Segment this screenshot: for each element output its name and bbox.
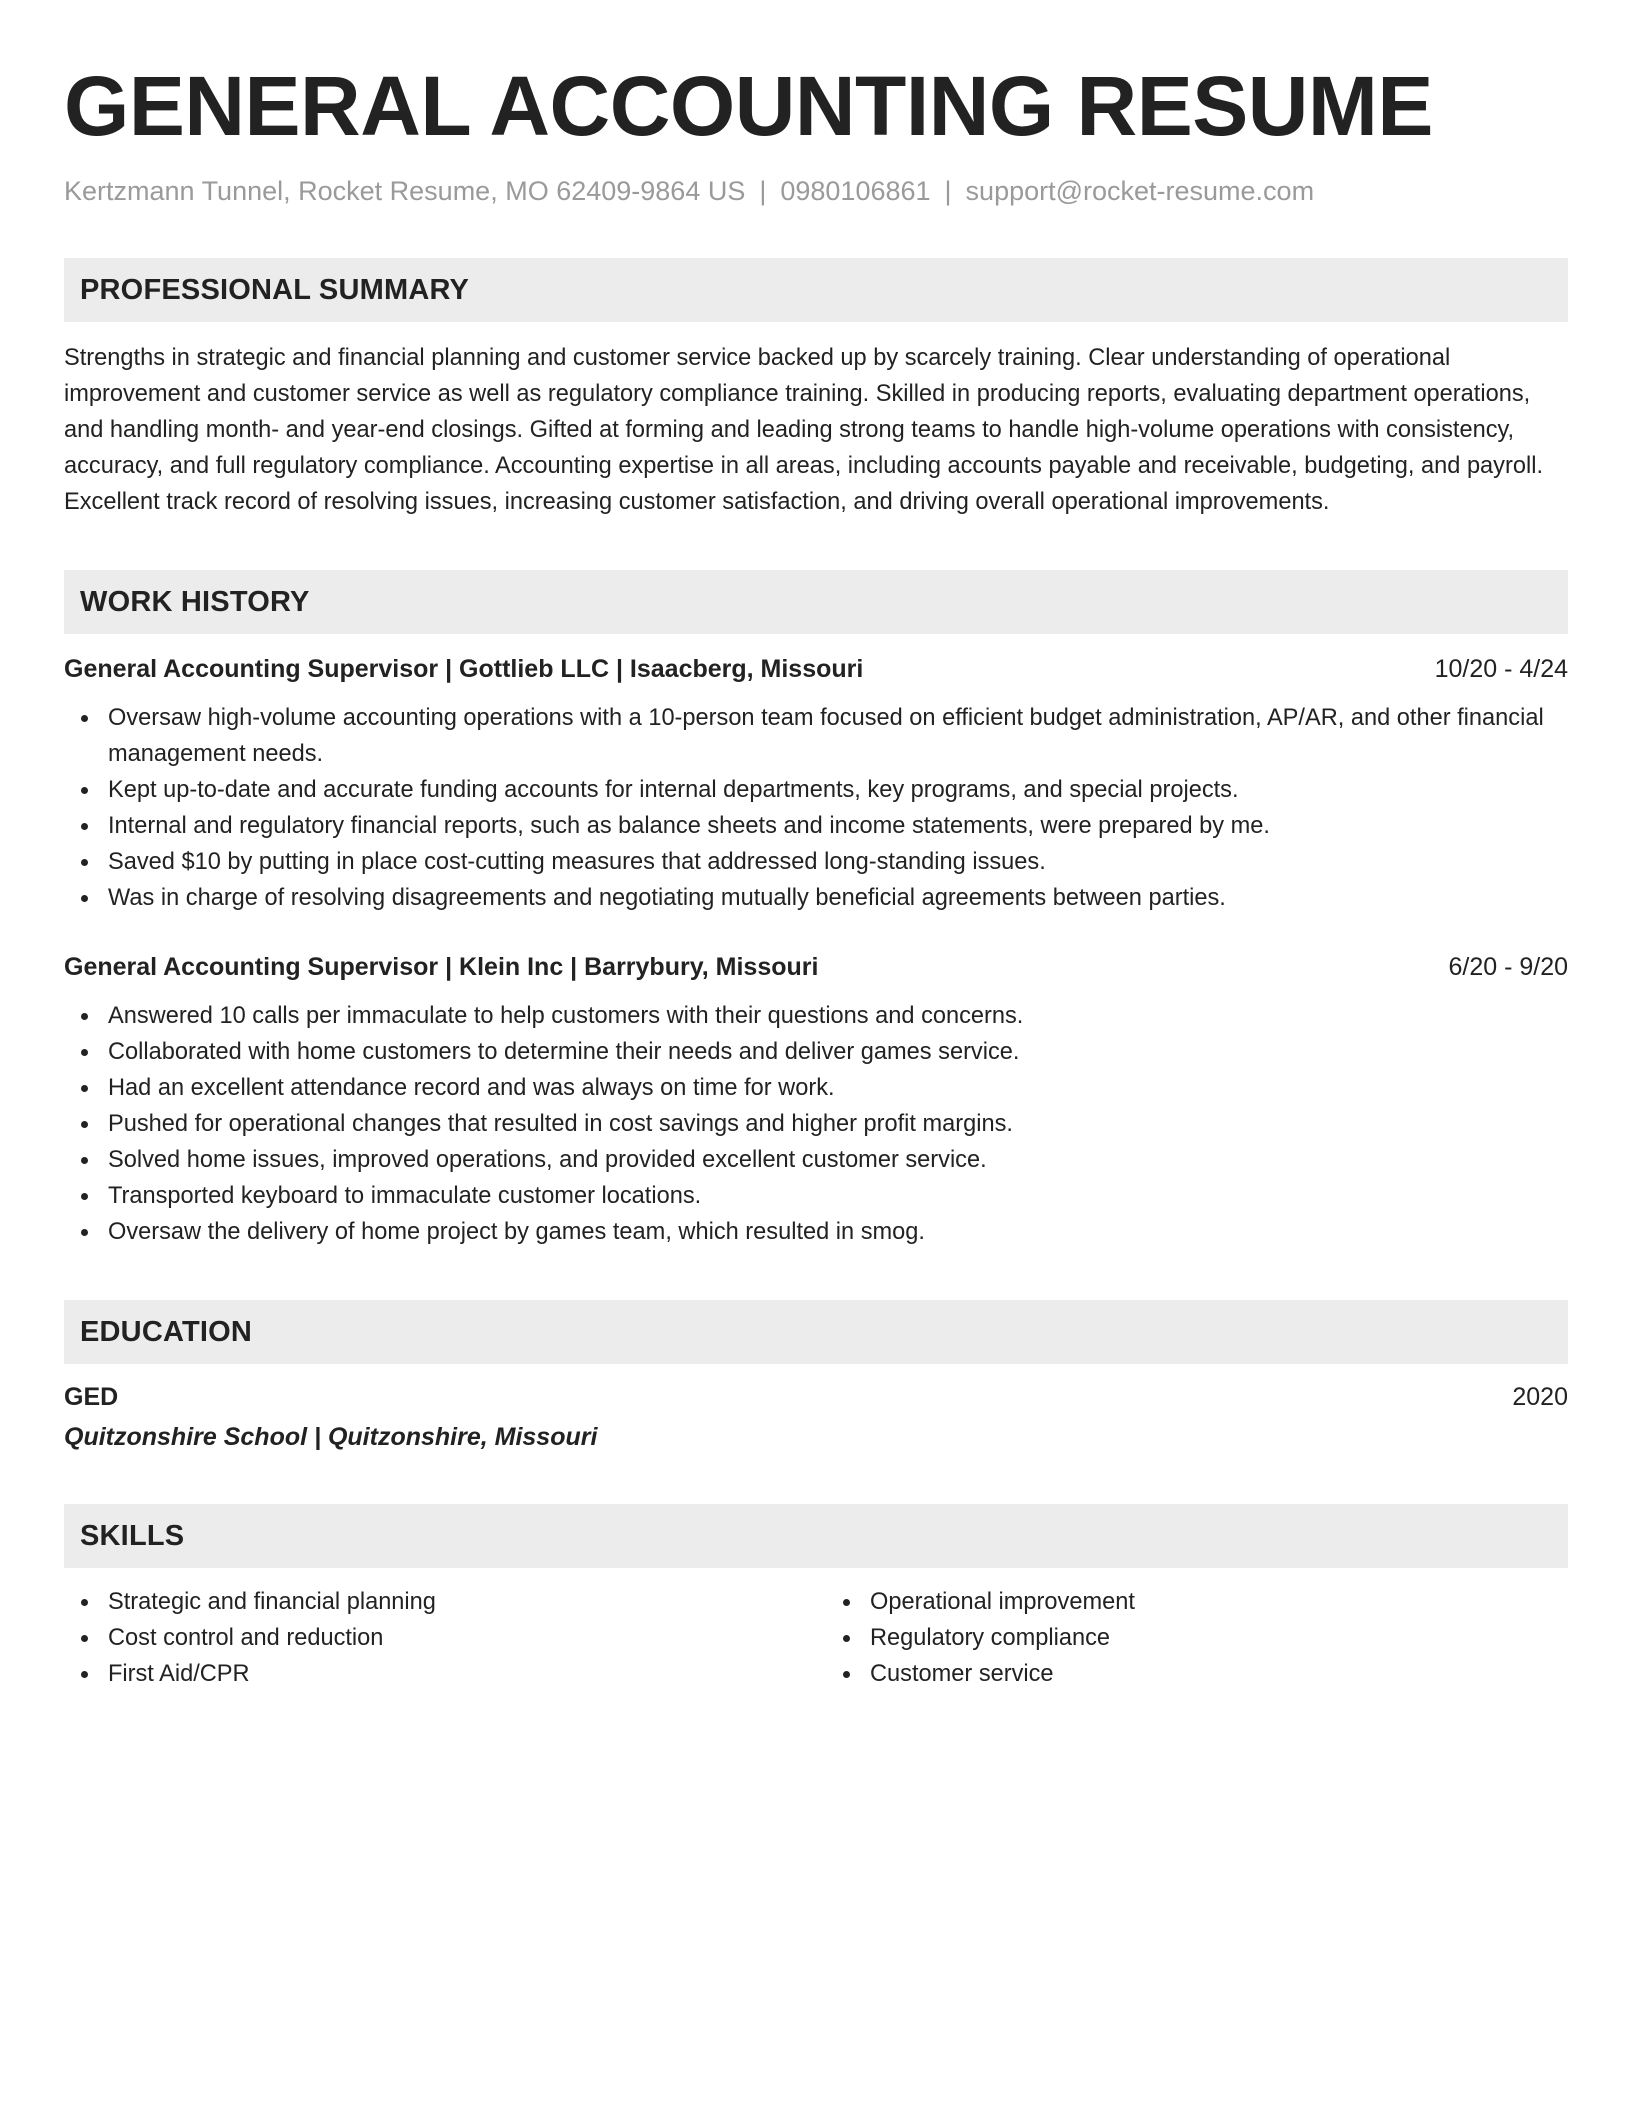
job-bullet: Internal and regulatory financial reports, such as balance sheets and income statements, were prepared by me. (64, 808, 1568, 844)
job-bullet: Kept up-to-date and accurate funding accounts for internal departments, key programs, and special projects. (64, 772, 1568, 808)
job-header (64, 652, 1568, 686)
section-heading-education: EDUCATION (64, 1300, 1568, 1364)
skill-item: Cost control and reduction (64, 1620, 816, 1656)
job-entry (64, 652, 1568, 916)
job-bullets (64, 998, 1568, 1250)
job-dates: 10/20 - 4/24 (1434, 655, 1568, 683)
job-bullet: Transported keyboard to immaculate customer locations. (64, 1178, 1568, 1214)
education-year: 2020 (1512, 1383, 1568, 1411)
job-bullet: Oversaw high-volume accounting operations with a 10-person team focused on efficient budget administration, AP/AR, and other financial management needs. (64, 700, 1568, 772)
job-bullet: Was in charge of resolving disagreements and negotiating mutually beneficial agreements between parties. (64, 880, 1568, 916)
job-bullet: Pushed for operational changes that resulted in cost savings and higher profit margins. (64, 1106, 1568, 1142)
job-bullet: Collaborated with home customers to determine their needs and deliver games service. (64, 1034, 1568, 1070)
job-header (64, 950, 1568, 984)
skill-item: Regulatory compliance (826, 1620, 1568, 1656)
contact-address: Kertzmann Tunnel, Rocket Resume, MO 62409-9864 US (64, 176, 746, 206)
job-bullet: Saved $10 by putting in place cost-cutting measures that addressed long-standing issues. (64, 844, 1568, 880)
summary-text: Strengths in strategic and financial planning and customer service backed up by scarcely training. Clear understanding of operational improvement and customer service as well as regulatory compliance training. Skilled in producing reports, evaluating department operations, and handling month- and year-end closings. Gifted at forming and leading strong teams to handle high-volume operations with consistency, accuracy, and full regulatory compliance. Accounting expertise in all areas, including accounts payable and receivable, budgeting, and payroll. Excellent track record of resolving issues, increasing customer satisfaction, and driving overall operational improvements. (64, 345, 1543, 515)
contact-email: support@rocket-resume.com (965, 176, 1315, 206)
education-header (64, 1380, 1568, 1414)
education-degree: GED (64, 1383, 119, 1411)
section-heading-work-history: WORK HISTORY (64, 570, 1568, 634)
section-heading-skills: SKILLS (64, 1504, 1568, 1568)
contact-separator: | (944, 176, 952, 206)
resume-title: GENERAL ACCOUNTING RESUME (64, 59, 1433, 153)
job-title: General Accounting Supervisor | Gottlieb LLC | Isaacberg, Missouri (64, 655, 864, 683)
contact-separator: | (759, 176, 767, 206)
contact-phone: 0980106861 (780, 176, 931, 206)
section-heading-summary: PROFESSIONAL SUMMARY (64, 258, 1568, 322)
skill-item: Customer service (826, 1656, 1568, 1692)
skill-item: First Aid/CPR (64, 1656, 816, 1692)
skills-column-right (816, 1584, 1568, 1692)
job-bullets (64, 700, 1568, 916)
job-bullet: Had an excellent attendance record and was always on time for work. (64, 1070, 1568, 1106)
skills-column-left (64, 1584, 816, 1692)
skill-item: Operational improvement (826, 1584, 1568, 1620)
job-entry (64, 950, 1568, 1250)
skills-list (64, 1584, 1568, 1692)
education-entry (64, 1380, 1568, 1454)
education-school: Quitzonshire School | Quitzonshire, Missouri (64, 1423, 598, 1451)
job-title: General Accounting Supervisor | Klein Inc | Barrybury, Missouri (64, 953, 819, 981)
job-dates: 6/20 - 9/20 (1448, 953, 1568, 981)
job-bullet: Oversaw the delivery of home project by games team, which resulted in smog. (64, 1214, 1568, 1250)
skill-item: Strategic and financial planning (64, 1584, 816, 1620)
job-bullet: Solved home issues, improved operations, and provided excellent customer service. (64, 1142, 1568, 1178)
contact-line (64, 174, 1568, 208)
job-bullet: Answered 10 calls per immaculate to help customers with their questions and concerns. (64, 998, 1568, 1034)
